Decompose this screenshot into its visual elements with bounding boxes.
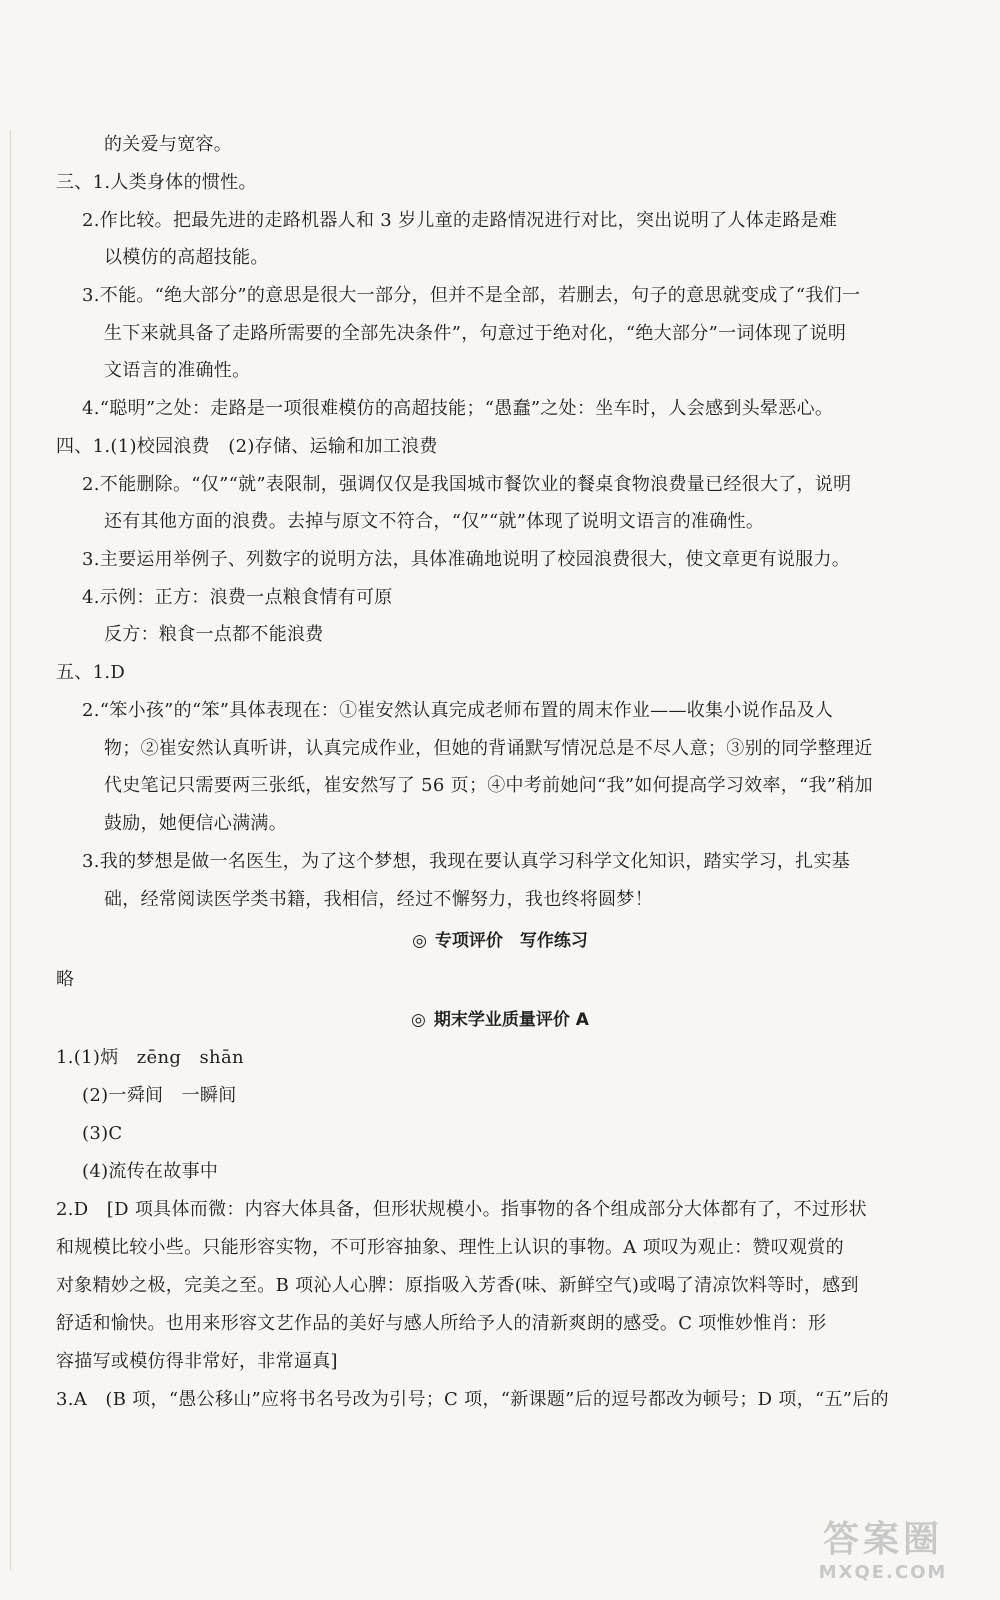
text-line: 2.作比较。把最先进的走路机器人和 3 岁儿童的走路情况进行对比，突出说明了人体走路是难 [82, 210, 838, 231]
text-line: 1.(1)炳 zēng shān [56, 1047, 244, 1068]
heading-text: 专项评价 写作练习 [434, 931, 588, 951]
text-line: 3.主要运用举例子、列数字的说明方法，具体准确地说明了校园浪费很大，使文章更有说服力。 [82, 549, 851, 570]
text-line: 础，经常阅读医学类书籍，我相信，经过不懈努力，我也终将圆梦！ [104, 889, 653, 910]
text-line: 生下来就具备了走路所需要的全部先决条件”，句意过于绝对化，“绝大部分”一词体现了说明 [104, 323, 847, 344]
circle-mark-icon: ◎ [411, 1010, 426, 1030]
text-line: 鼓励，她便信心满满。 [104, 813, 287, 834]
text-line: 2.不能删除。“仅”“就”表限制，强调仅仅是我国城市餐饮业的餐桌食物浪费量已经很大了，说明 [82, 474, 852, 495]
text-line: 的关爱与宽容。 [104, 134, 233, 155]
watermark-logo [788, 1518, 978, 1588]
text-line: 2.D [D 项具体而微：内容大体具备，但形状规模小。指事物的各个组成部分大体都有了，不过形状 [56, 1199, 867, 1220]
text-line: 舒适和愉快。也用来形容文艺作品的美好与感人所给予人的清新爽朗的感受。C 项惟妙惟肖：形 [56, 1313, 827, 1334]
section-heading-writing [0, 929, 1000, 953]
text-line: 3.A (B 项，“愚公移山”应将书名号改为引号；C 项，“新课题”后的逗号都改为顿号；D 项，“五”后的 [56, 1389, 889, 1410]
text-line: 反方：粮食一点都不能浪费 [104, 624, 324, 645]
text-line: 2.“笨小孩”的“笨”具体表现在：①崔安然认真完成老师布置的周末作业——收集小说作品及人 [82, 700, 834, 721]
text-line: 五、1.D [56, 662, 126, 683]
text-line: (2)一舜间 一瞬间 [82, 1085, 237, 1106]
text-line: 物；②崔安然认真听讲，认真完成作业，但她的背诵默写情况总是不尽人意；③别的同学整理近 [104, 738, 873, 759]
text-line: 代史笔记只需要两三张纸，崔安然写了 56 页；④中考前她问“我”如何提高学习效率，“我”稍加 [104, 775, 873, 796]
text-line: 三、1.人类身体的惯性。 [56, 172, 257, 193]
watermark-url: MXQE.COM [818, 1562, 948, 1583]
text-line: 4.示例：正方：浪费一点粮食情有可原 [82, 587, 393, 608]
text-line: (3)C [82, 1123, 123, 1144]
text-line: 容描写或模仿得非常好，非常逼真] [56, 1351, 338, 1372]
watermark-text: 答案圈 [822, 1519, 943, 1560]
text-line: 四、1.(1)校园浪费 (2)存储、运输和加工浪费 [56, 436, 438, 457]
section-heading-final [0, 1008, 1000, 1032]
text-line: 4.“聪明”之处：走路是一项很难模仿的高超技能；“愚蠢”之处：坐车时，人会感到头晕恶心。 [82, 398, 834, 419]
text-line: 还有其他方面的浪费。去掉与原文不符合，“仅”“就”体现了说明文语言的准确性。 [104, 511, 765, 532]
page-edge-line [10, 130, 11, 1570]
text-line: 3.不能。“绝大部分”的意思是很大一部分，但并不是全部，若删去，句子的意思就变成了“我们一 [82, 285, 861, 306]
text-line: 对象精妙之极，完美之至。B 项沁人心脾：原指吸入芳香(味、新鲜空气)或喝了清凉饮料等时，感到 [56, 1275, 859, 1296]
text-line: 和规模比较小些。只能形容实物，不可形容抽象、理性上认识的事物。A 项叹为观止：赞叹观赏的 [56, 1237, 844, 1258]
text-line: 略 [56, 969, 75, 990]
text-line: 文语言的准确性。 [104, 360, 251, 381]
heading-text: 期末学业质量评价 A [433, 1010, 589, 1030]
text-line: (4)流传在故事中 [82, 1161, 219, 1182]
circle-mark-icon: ◎ [412, 931, 427, 951]
text-line: 以模仿的高超技能。 [104, 247, 269, 268]
text-line: 3.我的梦想是做一名医生，为了这个梦想，我现在要认真学习科学文化知识，踏实学习，扎实基 [82, 851, 851, 872]
